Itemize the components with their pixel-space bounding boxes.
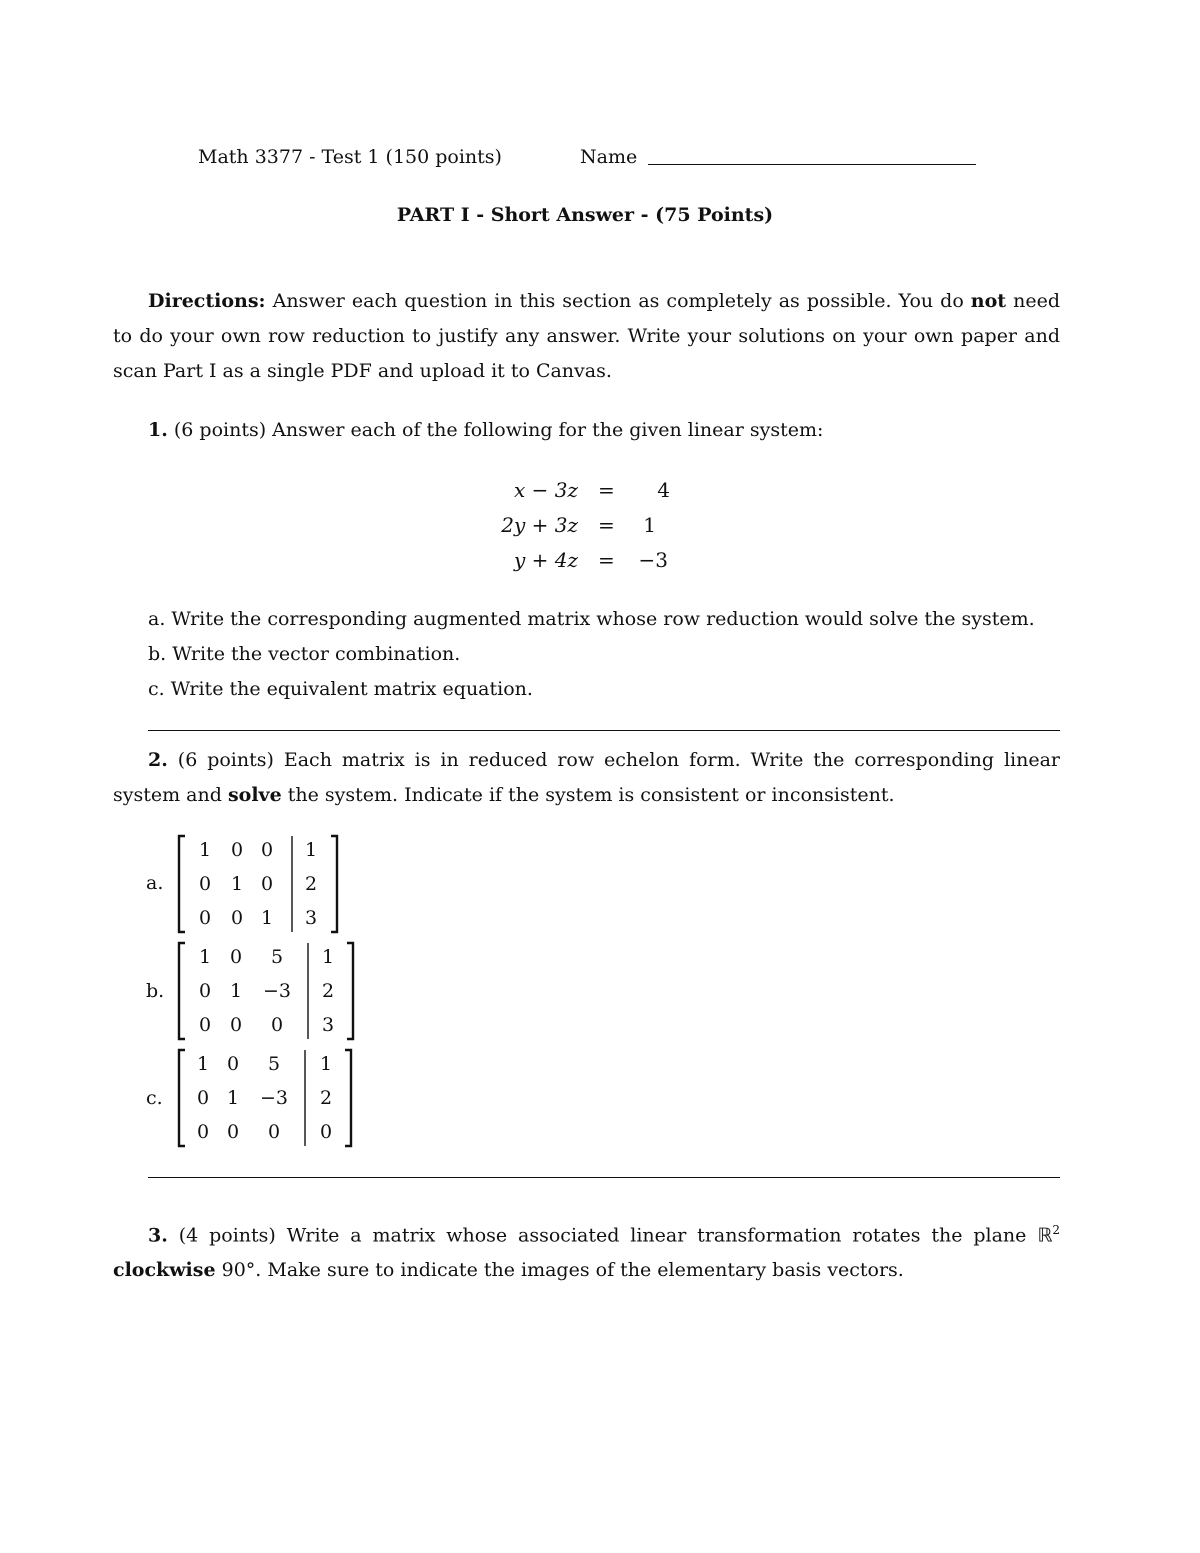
equation-1-eq: = [598, 478, 615, 502]
matrix-b-r2c2: 1 [229, 980, 243, 1002]
matrix-c-r3c3: 0 [267, 1121, 281, 1143]
matrix-c-r3c1: 0 [196, 1121, 210, 1143]
question-3-number: 3. [148, 1224, 168, 1247]
question-1-number: 1. [148, 419, 168, 441]
matrix-c-r2c4: 2 [319, 1087, 333, 1109]
matrix-a-r3c2: 0 [230, 907, 244, 929]
divider-1 [148, 730, 1060, 731]
matrix-c-r1c4: 1 [319, 1053, 333, 1075]
directions-label: Directions: [148, 290, 266, 312]
matrix-b-r3c3: 0 [270, 1014, 284, 1036]
directions-text-2: need to do your own row reduction to justify any answer. Write your solutions on your own paper and scan Part I as a single PDF and upload it to Canvas. [113, 290, 1060, 382]
matrix-c-r1c1: 1 [196, 1053, 210, 1075]
question-1-part-a: a. Write the corresponding augmented matrix whose row reduction would solve the system. [148, 608, 1035, 630]
directions-text-1: Answer each question in this section as completely as possible. You do [272, 290, 964, 312]
matrix-a-r3c1: 0 [198, 907, 212, 929]
matrix-a-r1c1: 1 [198, 839, 212, 861]
question-1-text: (6 points) Answer each of the following for the given linear system: [173, 419, 824, 441]
equation-3-lhs: y + 4z [513, 548, 578, 572]
matrix-b-r3c4: 3 [321, 1014, 335, 1036]
matrix-a-r2c4: 2 [304, 873, 318, 895]
question-3-text-2: 90°. Make sure to indicate the images of the elementary basis vectors. [221, 1259, 904, 1282]
question-1-part-c: c. Write the equivalent matrix equation. [148, 678, 533, 700]
plane-symbol: ℝ [1037, 1224, 1053, 1247]
question-3-text-1: (4 points) Write a matrix whose associated linear transformation rotates the plane [178, 1224, 1027, 1247]
question-2-number: 2. [148, 749, 168, 771]
matrix-b-r3c2: 0 [229, 1014, 243, 1036]
equation-1-lhs: x − 3z [513, 478, 578, 502]
matrix-c-label: c. [146, 1087, 163, 1109]
question-3-prompt [113, 1213, 1060, 1288]
matrix-a-r2c1: 0 [198, 873, 212, 895]
divider-2 [148, 1177, 1060, 1178]
matrix-a-r2c2: 1 [230, 873, 244, 895]
matrix-a-r1c2: 0 [230, 839, 244, 861]
question-2-text-1: (6 points) Each matrix is in reduced row echelon form. Write the corresponding linear system and [113, 749, 1060, 806]
matrix-c-r2c1: 0 [196, 1087, 210, 1109]
matrix-b-r1c2: 0 [229, 946, 243, 968]
matrix-b-r1c4: 1 [321, 946, 335, 968]
equation-2-eq: = [598, 513, 615, 537]
matrix-c-r1c2: 0 [226, 1053, 240, 1075]
matrix-b-r2c3: −3 [262, 980, 291, 1002]
name-label: Name [580, 146, 638, 168]
matrix-a-r3c4: 3 [304, 907, 318, 929]
plane-exponent: 2 [1052, 1223, 1061, 1237]
matrix-b-label: b. [146, 980, 165, 1002]
directions-paragraph [113, 284, 1060, 389]
question-2-prompt [113, 743, 1060, 813]
matrix-a-r2c3: 0 [260, 873, 274, 895]
name-blank-line [648, 164, 976, 165]
equation-2-rhs: 1 [643, 513, 656, 537]
matrix-c-r3c2: 0 [226, 1121, 240, 1143]
part-title: PART I - Short Answer - (75 Points) [396, 204, 774, 226]
matrix-b-r3c1: 0 [198, 1014, 212, 1036]
matrix-b-r1c3: 5 [270, 946, 284, 968]
question-2-text-2: the system. Indicate if the system is consistent or inconsistent. [287, 784, 895, 806]
matrix-b-r2c4: 2 [321, 980, 335, 1002]
matrix-a-r1c3: 0 [260, 839, 274, 861]
matrix-a-label: a. [146, 872, 164, 894]
equation-3-rhs: −3 [638, 548, 668, 572]
matrix-a-r3c3: 1 [260, 907, 274, 929]
matrix-b-r2c1: 0 [198, 980, 212, 1002]
question-2-solve: solve [227, 784, 282, 806]
question-1-part-b: b. Write the vector combination. [148, 643, 461, 665]
matrix-c-r1c3: 5 [267, 1053, 281, 1075]
matrix-c-r2c2: 1 [226, 1087, 240, 1109]
matrix-b-r1c1: 1 [198, 946, 212, 968]
equation-1-rhs: 4 [657, 478, 670, 502]
matrix-c-r3c4: 0 [319, 1121, 333, 1143]
directions-not: not [970, 290, 1007, 312]
equation-3-eq: = [598, 548, 615, 572]
matrix-c-r2c3: −3 [259, 1087, 288, 1109]
course-title: Math 3377 - Test 1 (150 points) [198, 146, 502, 168]
question-1-prompt [113, 413, 1060, 448]
matrix-a-r1c4: 1 [304, 839, 318, 861]
equation-2-lhs: 2y + 3z [501, 513, 578, 537]
question-3-clockwise: clockwise [113, 1259, 216, 1282]
